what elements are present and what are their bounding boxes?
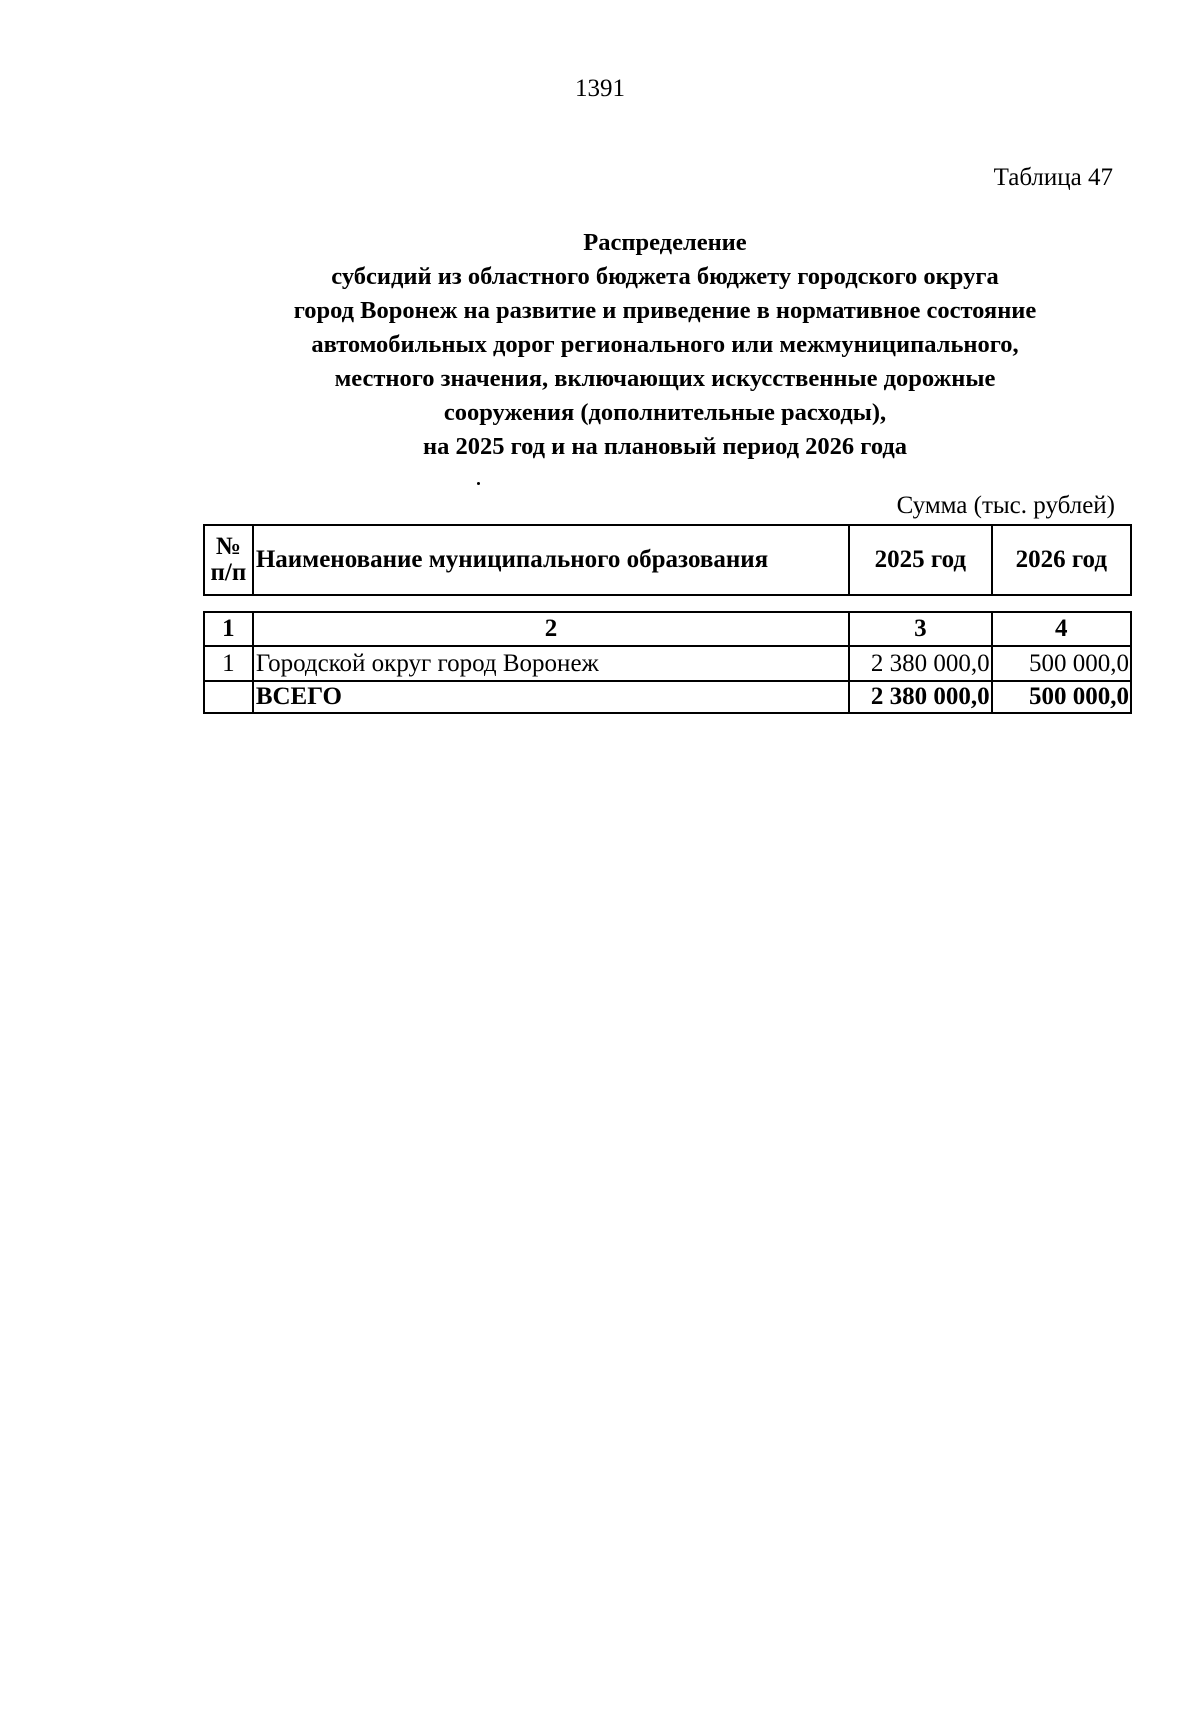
total-value-2026: 500 000,0: [992, 681, 1131, 713]
header-num: № п/п: [204, 525, 253, 595]
row-name: Городской округ город Воронеж: [253, 646, 849, 681]
heading-line: Распределение: [583, 229, 747, 256]
heading-line: город Воронеж на развитие и приведение в нормативное состояние: [293, 297, 1037, 324]
table-row: [204, 646, 1131, 681]
header-year-2025: 2025 год: [849, 525, 991, 595]
column-number-row: [204, 612, 1131, 646]
heading-line: автомобильных дорог регионального или межмуниципального,: [311, 331, 1019, 358]
column-number: 3: [849, 612, 991, 646]
header-name: Наименование муниципального образования: [253, 525, 849, 595]
table-label: Таблица 47: [993, 164, 1113, 191]
table-header: [203, 524, 1132, 596]
heading-line: на 2025 год и на плановый период 2026 года: [422, 433, 908, 460]
stray-dot: [477, 482, 480, 485]
heading-line: сооружения (дополнительные расходы),: [443, 399, 887, 426]
units-caption: Сумма (тыс. рублей): [896, 492, 1115, 519]
total-num: [204, 681, 253, 713]
header-year-2026: 2026 год: [992, 525, 1131, 595]
column-number: 1: [204, 612, 253, 646]
page-number: 1391: [575, 75, 625, 102]
heading-line: местного значения, включающих искусственные дорожные: [334, 365, 996, 392]
heading-line: субсидий из областного бюджета бюджету городского округа: [331, 263, 999, 290]
total-value-2025: 2 380 000,0: [849, 681, 991, 713]
row-value-2025: 2 380 000,0: [849, 646, 991, 681]
column-number: 2: [253, 612, 849, 646]
row-value-2026: 500 000,0: [992, 646, 1131, 681]
header-row: [204, 525, 1131, 595]
column-number: 4: [992, 612, 1131, 646]
data-table: [203, 611, 1132, 714]
row-num: 1: [204, 646, 253, 681]
total-row: [204, 681, 1131, 713]
document-heading: [200, 226, 1130, 464]
total-label: ВСЕГО: [253, 681, 849, 713]
